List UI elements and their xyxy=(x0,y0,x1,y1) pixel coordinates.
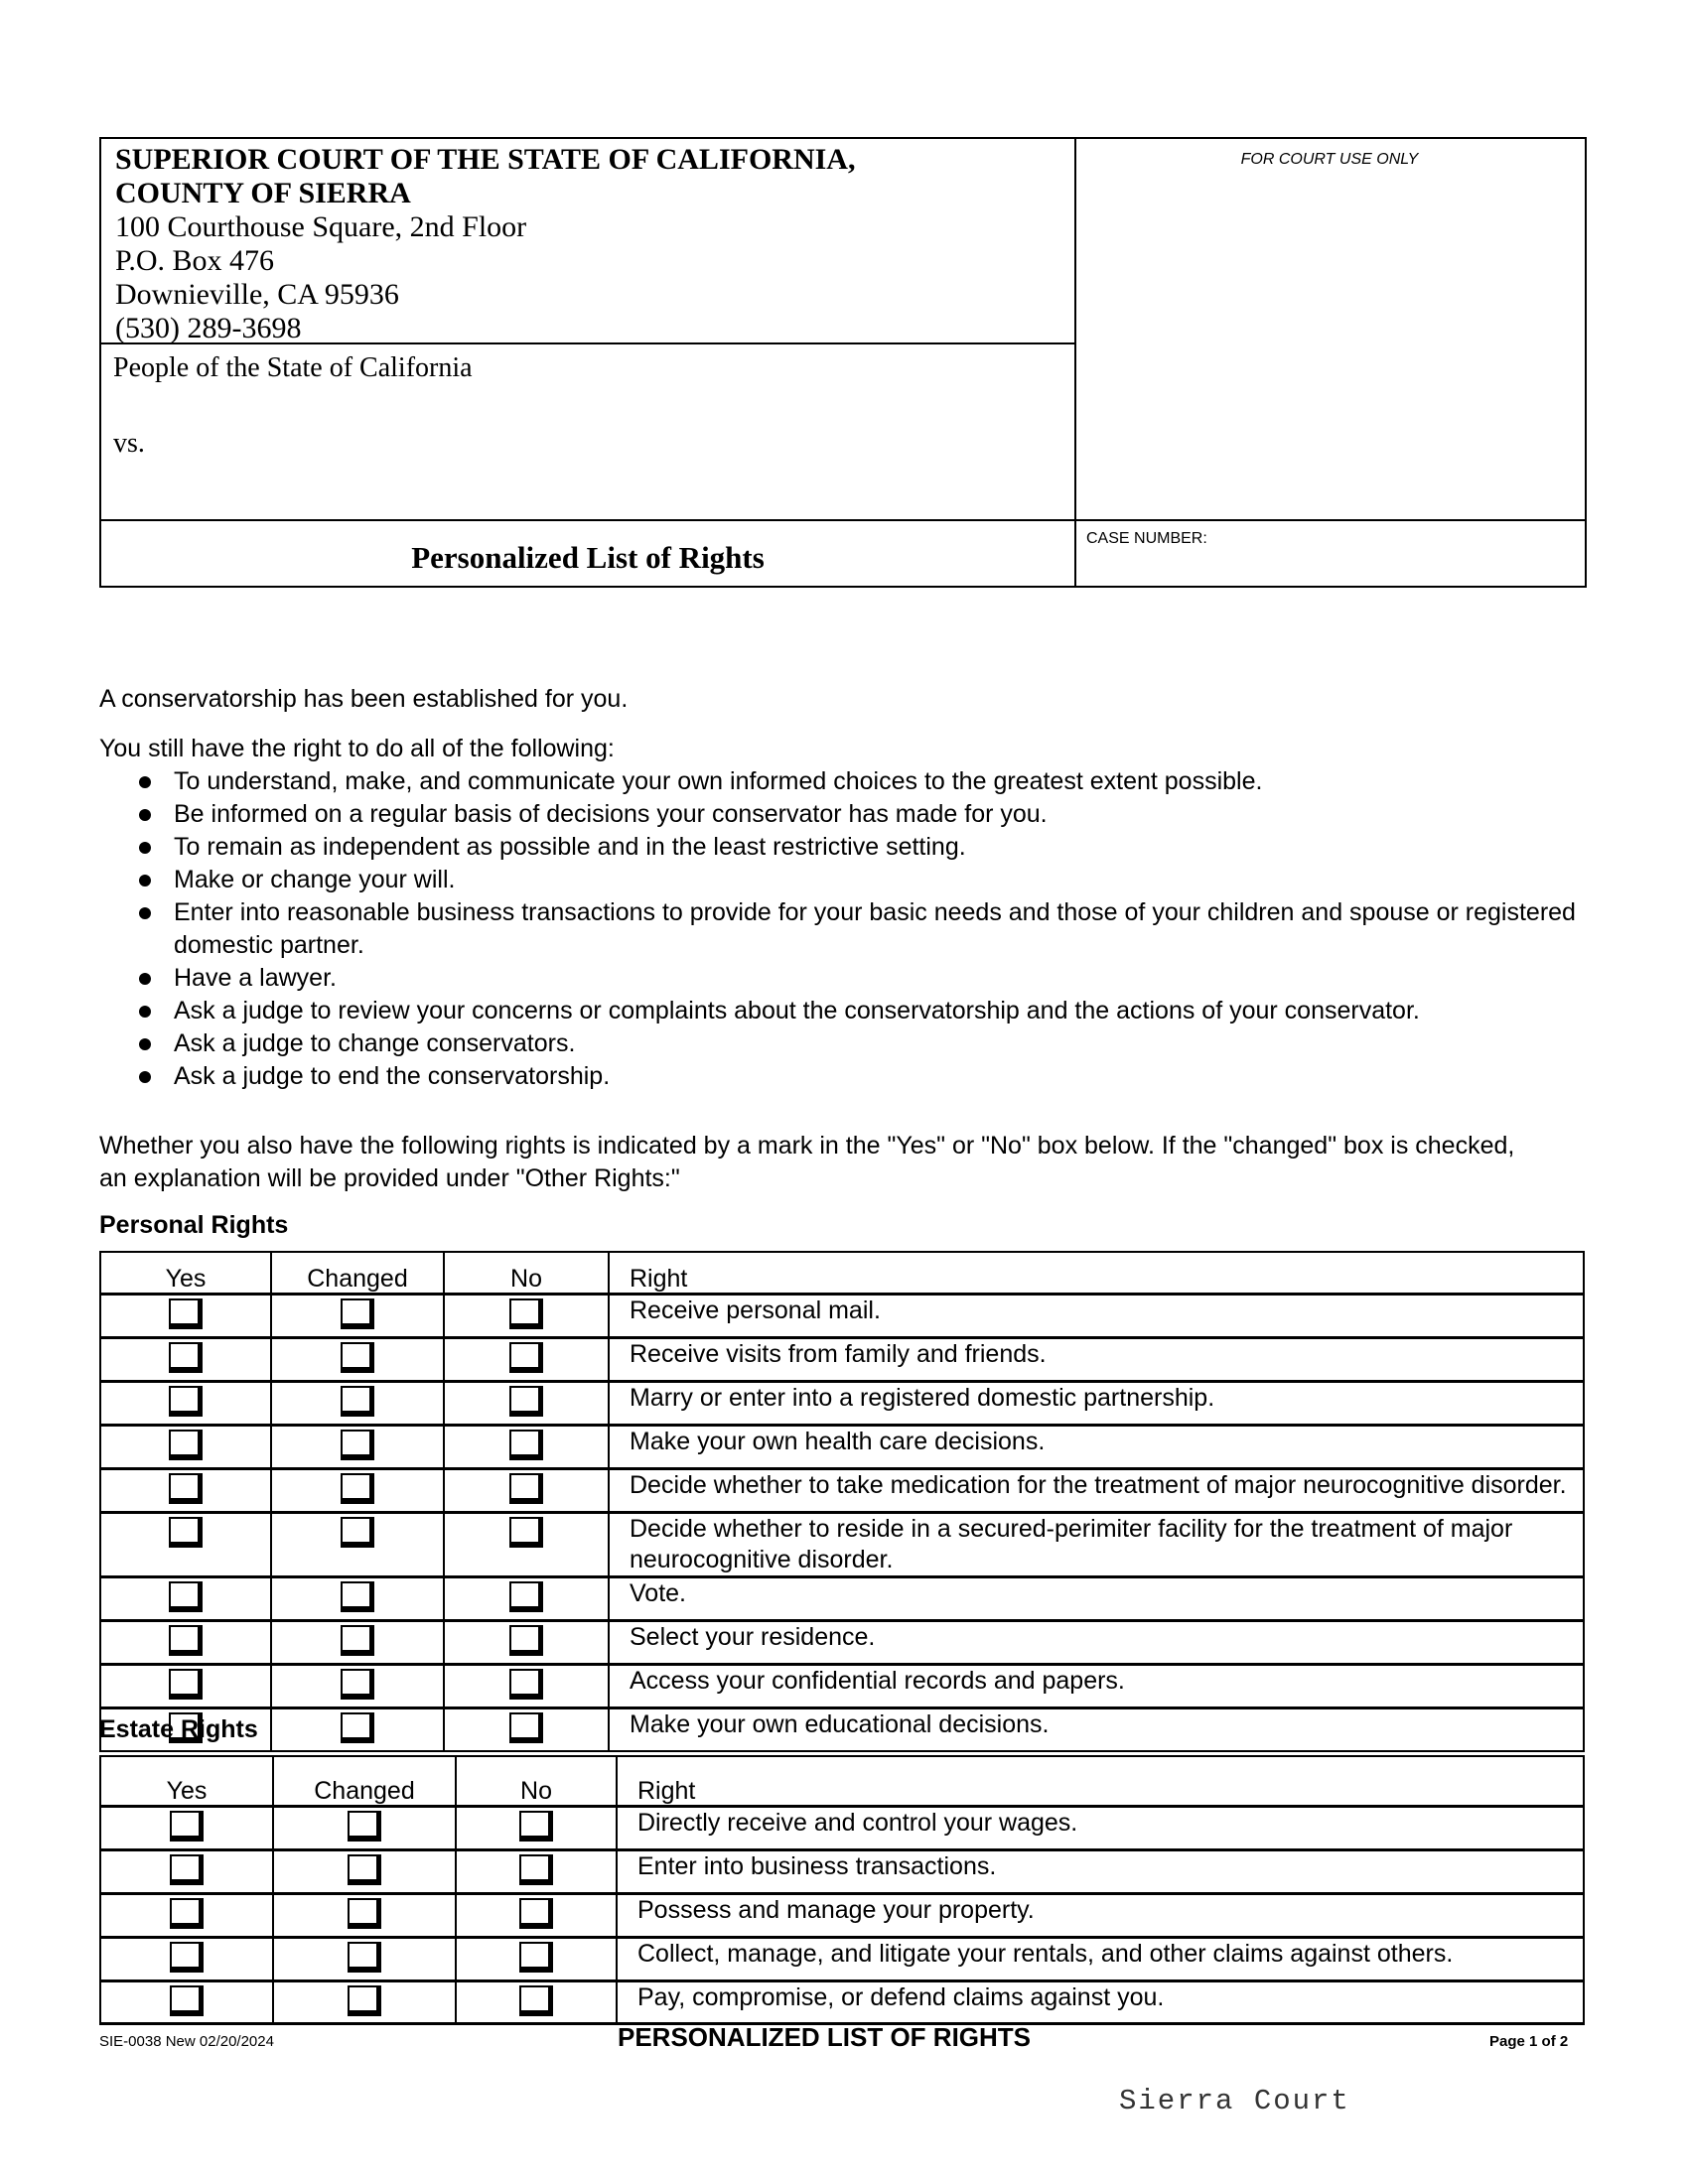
personal-rights-table xyxy=(99,1251,1585,1752)
estate-rights-label: Estate Rights xyxy=(99,1715,258,1743)
table-row xyxy=(100,1664,1584,1707)
yes-checkbox[interactable] xyxy=(170,1985,204,2016)
retained-right-item xyxy=(99,1027,1609,1060)
retained-right-item xyxy=(99,765,1609,798)
bullet-icon xyxy=(139,1006,151,1018)
yes-cell xyxy=(100,1893,273,1937)
retained-right-item xyxy=(99,995,1609,1027)
right-text: Decide whether to take medication for the treatment of major neurocognitive disorder. xyxy=(609,1468,1584,1512)
changed-checkbox[interactable] xyxy=(341,1712,374,1743)
changed-cell xyxy=(273,1893,456,1937)
no-checkbox[interactable] xyxy=(519,1898,553,1929)
changed-cell xyxy=(271,1707,444,1751)
retained-right-item xyxy=(99,896,1609,962)
changed-checkbox[interactable] xyxy=(341,1669,374,1700)
court-name-line1: SUPERIOR COURT OF THE STATE OF CALIFORNIA, xyxy=(115,143,856,176)
court-address1: 100 Courthouse Square, 2nd Floor xyxy=(115,210,527,243)
table-header xyxy=(100,1252,1584,1294)
header-yes: Yes xyxy=(100,1756,273,1806)
no-cell xyxy=(456,1849,617,1893)
table-row xyxy=(100,1381,1584,1425)
table-row xyxy=(100,1707,1584,1751)
no-cell xyxy=(444,1337,609,1381)
changed-cell xyxy=(271,1664,444,1707)
right-text: Vote. xyxy=(609,1576,1584,1620)
no-checkbox[interactable] xyxy=(519,1985,553,2016)
table-row xyxy=(100,1337,1584,1381)
yes-checkbox[interactable] xyxy=(169,1386,203,1417)
caption-box xyxy=(99,137,1587,588)
changed-checkbox[interactable] xyxy=(341,1625,374,1656)
no-cell xyxy=(444,1512,609,1576)
yes-cell xyxy=(100,1576,271,1620)
yes-cell xyxy=(100,1937,273,1980)
yes-cell xyxy=(100,1980,273,2024)
yes-checkbox[interactable] xyxy=(169,1517,203,1548)
bullet-icon xyxy=(139,842,151,854)
estate-rights-table xyxy=(99,1755,1585,2025)
bullet-icon xyxy=(139,875,151,887)
form-number: SIE-0038 New 02/20/2024 xyxy=(99,2033,274,2050)
table-row xyxy=(100,1620,1584,1664)
yes-cell xyxy=(100,1806,273,1849)
no-checkbox[interactable] xyxy=(509,1473,543,1504)
retained-right-text: Ask a judge to end the conservatorship. xyxy=(174,1062,611,1090)
changed-checkbox[interactable] xyxy=(341,1517,374,1548)
yes-cell xyxy=(100,1620,271,1664)
changed-checkbox[interactable] xyxy=(348,1942,381,1973)
changed-checkbox[interactable] xyxy=(341,1386,374,1417)
retained-right-item xyxy=(99,962,1609,995)
yes-cell xyxy=(100,1381,271,1425)
header-right: Right xyxy=(617,1756,1584,1806)
changed-checkbox[interactable] xyxy=(348,1811,381,1842)
header-no: No xyxy=(456,1756,617,1806)
changed-cell xyxy=(273,1980,456,2024)
header-right: Right xyxy=(609,1252,1584,1294)
right-text: Possess and manage your property. xyxy=(617,1893,1584,1937)
divider xyxy=(1074,519,1585,521)
no-cell xyxy=(444,1425,609,1468)
table-header xyxy=(100,1756,1584,1806)
form-title: Personalized List of Rights xyxy=(411,540,765,575)
table-row xyxy=(100,1576,1584,1620)
changed-cell xyxy=(273,1937,456,1980)
yes-checkbox[interactable] xyxy=(169,1581,203,1612)
still-have-text: You still have the right to do all of the following: xyxy=(99,735,615,762)
court-phone: (530) 289-3698 xyxy=(115,312,302,344)
changed-cell xyxy=(271,1294,444,1337)
no-cell xyxy=(444,1664,609,1707)
retained-right-text: Ask a judge to review your concerns or complaints about the conservatorship and the actions of your conservator. xyxy=(174,997,1420,1024)
yes-checkbox[interactable] xyxy=(169,1430,203,1460)
table-row xyxy=(100,1980,1584,2024)
versus: vs. xyxy=(113,428,145,459)
court-address3: Downieville, CA 95936 xyxy=(115,278,399,311)
yes-cell xyxy=(100,1425,271,1468)
changed-cell xyxy=(273,1806,456,1849)
table-row xyxy=(100,1806,1584,1849)
yes-cell xyxy=(100,1849,273,1893)
no-checkbox[interactable] xyxy=(519,1811,553,1842)
yes-cell xyxy=(100,1468,271,1512)
retained-right-text: Be informed on a regular basis of decisions your conservator has made for you. xyxy=(174,800,1048,828)
personal-rights-label: Personal Rights xyxy=(99,1211,289,1239)
right-text: Access your confidential records and papers. xyxy=(609,1664,1584,1707)
no-cell xyxy=(444,1620,609,1664)
page-number: Page 1 of 2 xyxy=(1489,2033,1569,2050)
retained-right-item xyxy=(99,798,1609,831)
no-checkbox[interactable] xyxy=(509,1581,543,1612)
court-use-label: FOR COURT USE ONLY xyxy=(1240,151,1419,168)
right-text: Marry or enter into a registered domestic partnership. xyxy=(609,1381,1584,1425)
whether-text: Whether you also have the following rights is indicated by a mark in the "Yes" or "No" box below. If the "changed" box is checked, an explanation will be provided under "Other Rights:" xyxy=(99,1132,1515,1192)
bullet-icon xyxy=(139,907,151,919)
no-cell xyxy=(456,1937,617,1980)
retained-right-item xyxy=(99,1060,1609,1093)
bullet-icon xyxy=(139,776,151,788)
no-cell xyxy=(444,1707,609,1751)
right-text: Receive personal mail. xyxy=(609,1294,1584,1337)
right-text: Directly receive and control your wages. xyxy=(617,1806,1584,1849)
no-cell xyxy=(456,1806,617,1849)
yes-cell xyxy=(100,1294,271,1337)
no-checkbox[interactable] xyxy=(519,1854,553,1885)
no-checkbox[interactable] xyxy=(509,1298,543,1329)
no-checkbox[interactable] xyxy=(509,1430,543,1460)
changed-cell xyxy=(271,1620,444,1664)
changed-cell xyxy=(271,1337,444,1381)
changed-checkbox[interactable] xyxy=(341,1342,374,1373)
no-cell xyxy=(444,1468,609,1512)
changed-cell xyxy=(271,1468,444,1512)
table-row xyxy=(100,1893,1584,1937)
yes-checkbox[interactable] xyxy=(170,1898,204,1929)
table-row xyxy=(100,1512,1584,1576)
court-stamp: Sierra Court xyxy=(1119,2085,1350,2117)
retained-right-text: To understand, make, and communicate your own informed choices to the greatest extent possible. xyxy=(174,767,1263,795)
changed-cell xyxy=(271,1512,444,1576)
court-info xyxy=(115,143,855,345)
court-name-line2: COUNTY OF SIERRA xyxy=(115,177,411,209)
changed-cell xyxy=(273,1849,456,1893)
changed-checkbox[interactable] xyxy=(341,1298,374,1329)
yes-checkbox[interactable] xyxy=(169,1298,203,1329)
no-cell xyxy=(456,1980,617,2024)
no-cell xyxy=(456,1893,617,1937)
case-number-label: CASE NUMBER: xyxy=(1086,530,1207,547)
changed-checkbox[interactable] xyxy=(348,1985,381,2016)
footer-title: PERSONALIZED LIST OF RIGHTS xyxy=(618,2022,1032,2052)
right-text: Make your own educational decisions. xyxy=(609,1707,1584,1751)
yes-checkbox[interactable] xyxy=(169,1669,203,1700)
yes-checkbox[interactable] xyxy=(170,1811,204,1842)
bullet-icon xyxy=(139,809,151,821)
intro-text: A conservatorship has been established for you. xyxy=(99,685,629,713)
changed-checkbox[interactable] xyxy=(341,1581,374,1612)
right-text: Pay, compromise, or defend claims against you. xyxy=(617,1980,1584,2024)
changed-checkbox[interactable] xyxy=(348,1854,381,1885)
table-row xyxy=(100,1468,1584,1512)
right-text: Enter into business transactions. xyxy=(617,1849,1584,1893)
table-row xyxy=(100,1294,1584,1337)
bullet-icon xyxy=(139,1071,151,1083)
table-row xyxy=(100,1849,1584,1893)
retained-right-text: Make or change your will. xyxy=(174,866,456,893)
no-checkbox[interactable] xyxy=(509,1712,543,1743)
bullet-icon xyxy=(139,1038,151,1050)
table-row xyxy=(100,1937,1584,1980)
court-address2: P.O. Box 476 xyxy=(115,244,275,277)
changed-cell xyxy=(271,1425,444,1468)
header-no: No xyxy=(444,1252,609,1294)
no-checkbox[interactable] xyxy=(509,1517,543,1548)
retained-rights-list xyxy=(99,765,1609,1093)
no-checkbox[interactable] xyxy=(509,1386,543,1417)
changed-checkbox[interactable] xyxy=(341,1473,374,1504)
table-row xyxy=(100,1425,1584,1468)
changed-cell xyxy=(271,1381,444,1425)
yes-checkbox[interactable] xyxy=(170,1942,204,1973)
right-text: Select your residence. xyxy=(609,1620,1584,1664)
retained-right-item xyxy=(99,864,1609,896)
retained-right-text: Have a lawyer. xyxy=(174,964,337,992)
yes-cell xyxy=(100,1337,271,1381)
retained-right-text: Enter into reasonable business transactions to provide for your basic needs and those of your children and spouse or registered domestic partner. xyxy=(174,898,1576,959)
parties-box xyxy=(101,342,1074,521)
changed-checkbox[interactable] xyxy=(348,1898,381,1929)
plaintiff: People of the State of California xyxy=(113,352,473,383)
yes-cell xyxy=(100,1664,271,1707)
yes-cell xyxy=(100,1512,271,1576)
no-checkbox[interactable] xyxy=(519,1942,553,1973)
header-changed: Changed xyxy=(273,1756,456,1806)
caption-left xyxy=(101,139,1076,586)
yes-checkbox[interactable] xyxy=(169,1625,203,1656)
changed-cell xyxy=(271,1576,444,1620)
no-cell xyxy=(444,1294,609,1337)
no-checkbox[interactable] xyxy=(509,1669,543,1700)
yes-checkbox[interactable] xyxy=(169,1342,203,1373)
yes-checkbox[interactable] xyxy=(169,1473,203,1504)
retained-right-text: Ask a judge to change conservators. xyxy=(174,1029,576,1057)
no-cell xyxy=(444,1381,609,1425)
bullet-icon xyxy=(139,973,151,985)
right-text: Collect, manage, and litigate your rentals, and other claims against others. xyxy=(617,1937,1584,1980)
no-checkbox[interactable] xyxy=(509,1625,543,1656)
retained-right-text: To remain as independent as possible and in the least restrictive setting. xyxy=(174,833,966,861)
header-yes: Yes xyxy=(100,1252,271,1294)
right-text: Receive visits from family and friends. xyxy=(609,1337,1584,1381)
retained-right-item xyxy=(99,831,1609,864)
no-cell xyxy=(444,1576,609,1620)
no-checkbox[interactable] xyxy=(509,1342,543,1373)
header-changed: Changed xyxy=(271,1252,444,1294)
right-text: Make your own health care decisions. xyxy=(609,1425,1584,1468)
right-text: Decide whether to reside in a secured-perimiter facility for the treatment of major neurocognitive disorder. xyxy=(609,1512,1584,1576)
yes-checkbox[interactable] xyxy=(170,1854,204,1885)
changed-checkbox[interactable] xyxy=(341,1430,374,1460)
